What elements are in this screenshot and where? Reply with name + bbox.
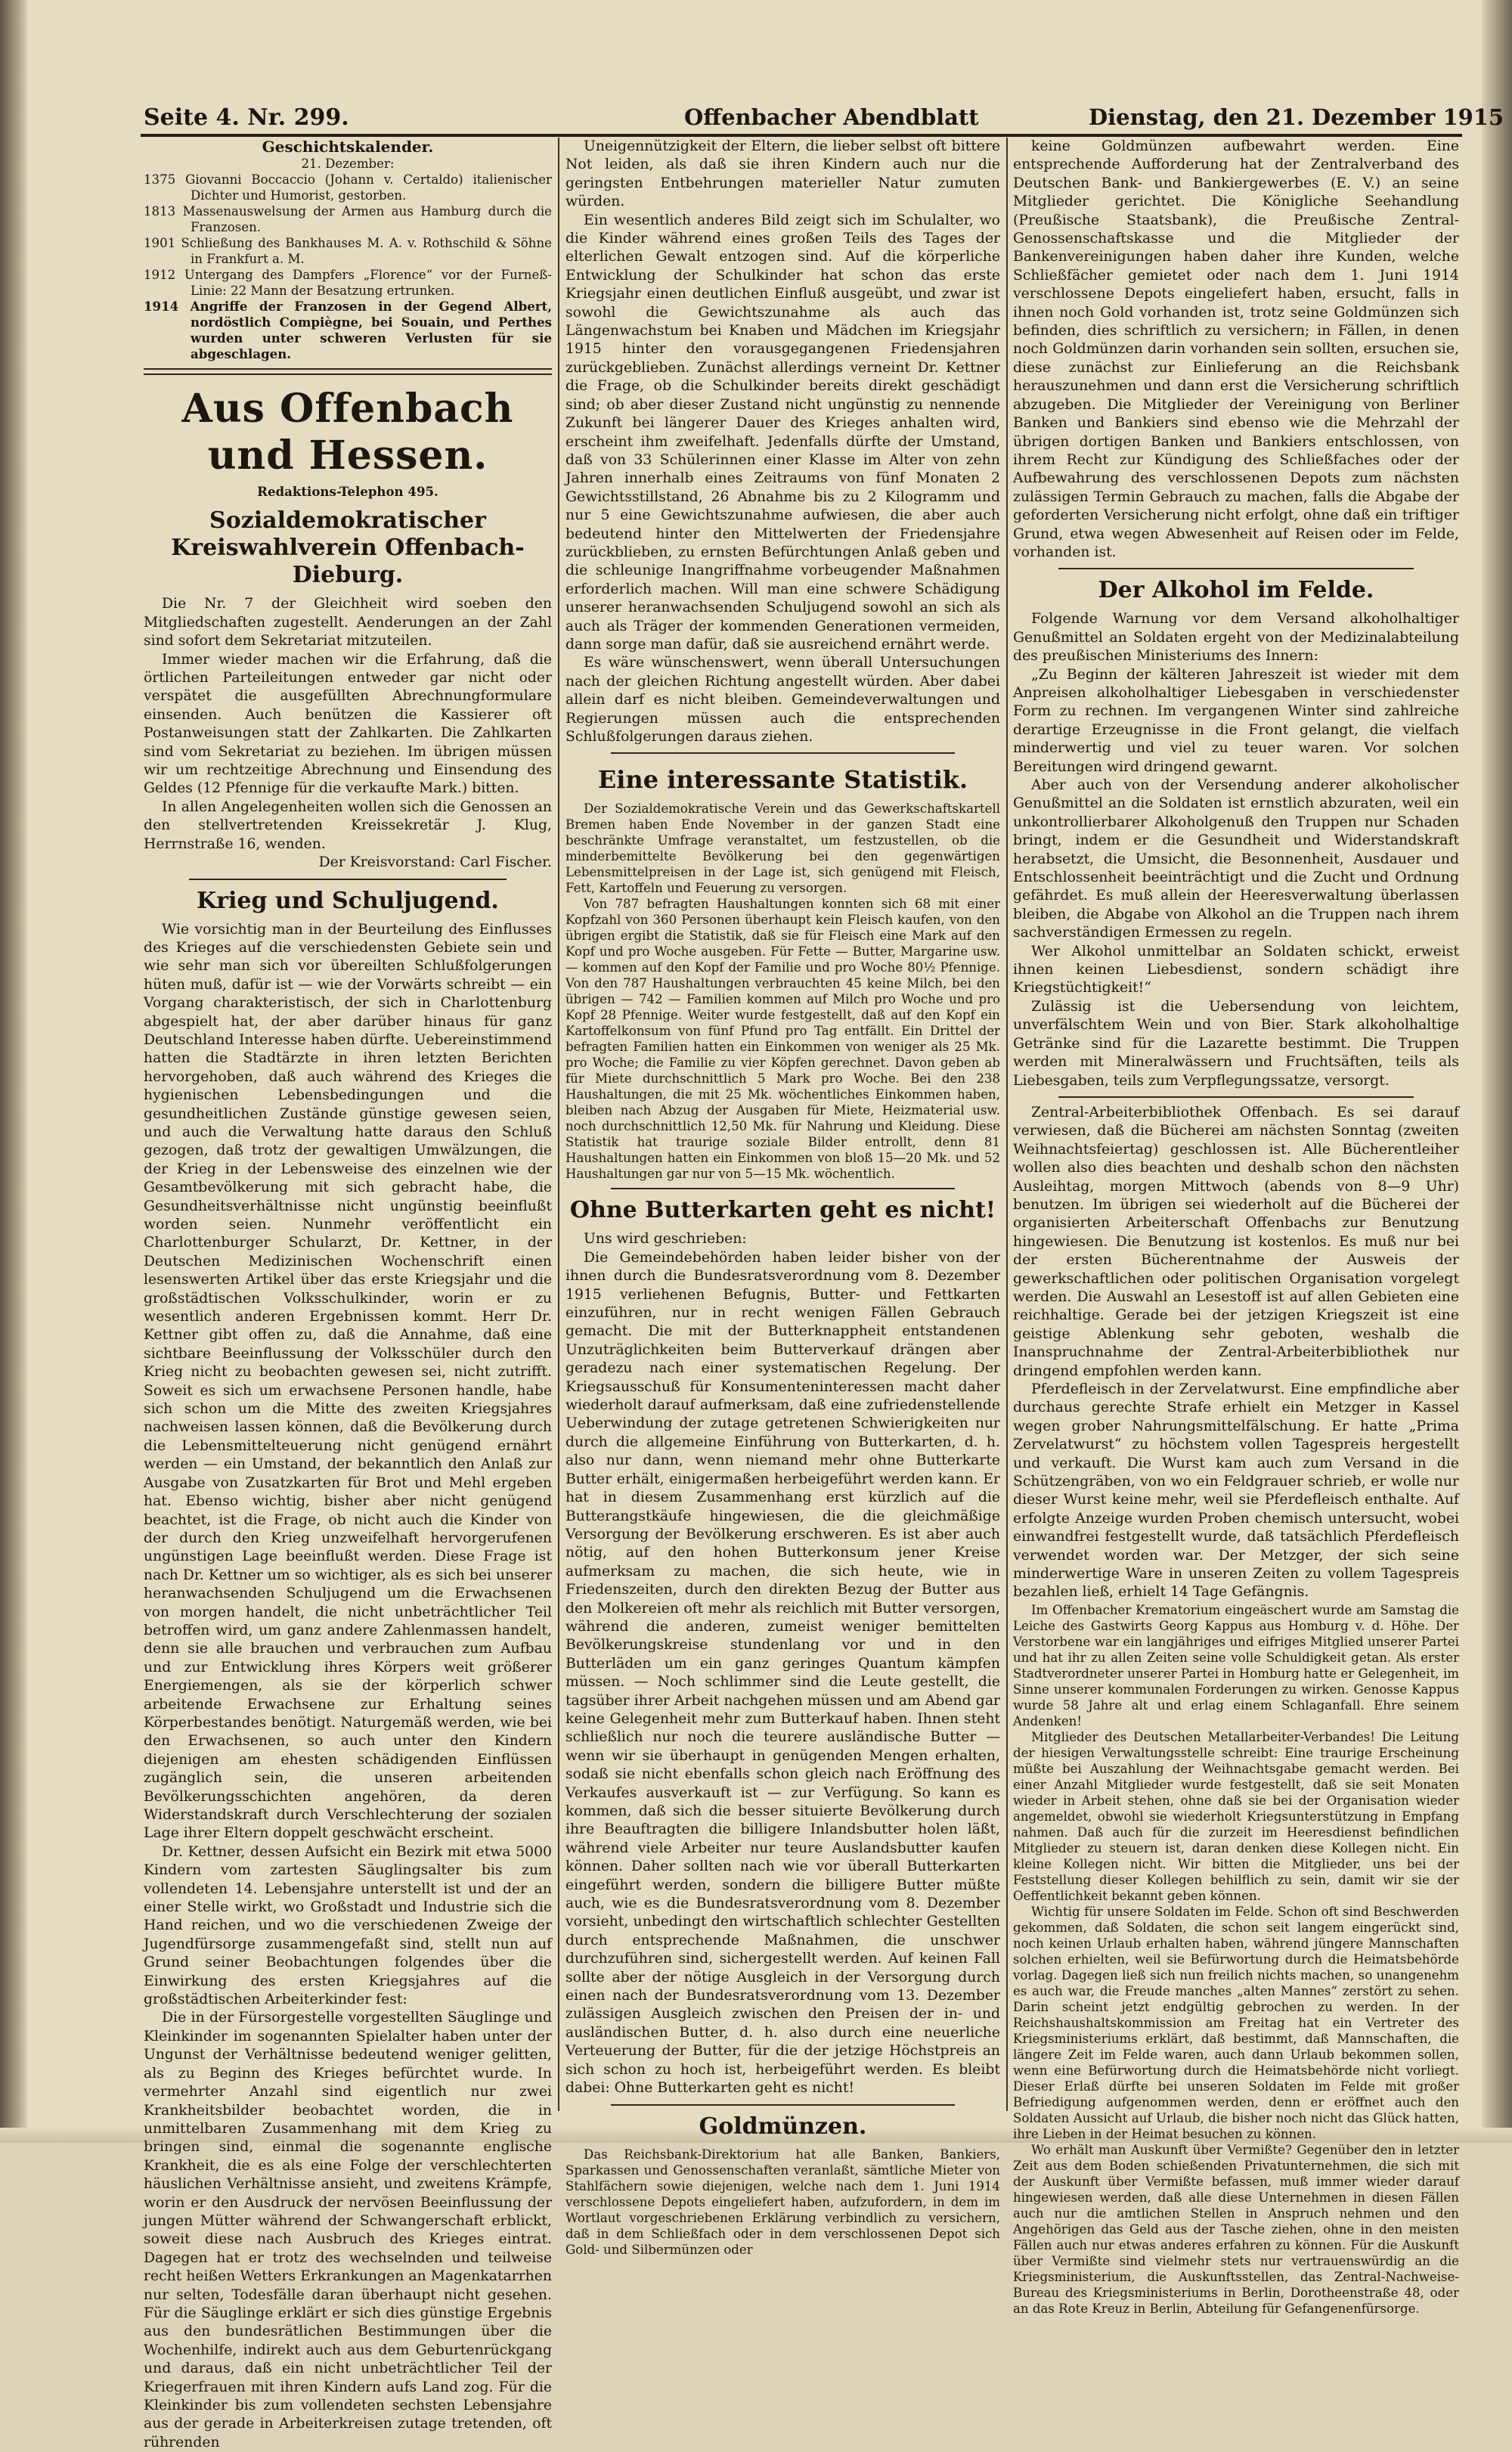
kalender-entry: 1813 Massenauswelsung der Armen aus Hamburg durch die Franzosen. — [144, 204, 552, 235]
masthead: Offenbacher Abendblatt — [684, 104, 979, 130]
article-paragraph: Immer wieder machen wir die Erfahrung, daß die örtlichen Parteileitungen entweder gar nicht oder verspätet die ausgefüllten Abrechnungformulare einsenden. Auch benützen die Kassierer oft Postanweisungen statt der Zahlkarten. Die Zahlkarten sind vom Sekretariat zu beziehen. Im übrigen müssen wir um rechtzeitige Abrechnung und Einsendung des Geldes (12 Pfennige für die verkaufte Mark.) bitten. — [144, 651, 552, 797]
article-paragraph: Aber auch von der Versendung anderer alkoholischer Genußmittel an die Soldaten ist ernstlich abzuraten, weil ein unkontrollierbarer Alkoholgenuß den Truppen nur Schaden bringt, indem er die Gesundheit und Widerstandskraft herabsetzt, die Umsicht, die Besonnenheit, Ausdauer und Entschlossenheit beeinträchtigt und die Zucht und Ordnung gefährdet. Es muß allein der Heeresverwaltung überlassen bleiben, die Abgabe von Alkohol an die Truppen nach ihrem sachverständigen Ermessen zu regeln. — [1013, 777, 1459, 941]
article-separator — [1058, 568, 1414, 569]
article-paragraph: Ein wesentlich anderes Bild zeigt sich im Schulalter, wo die Kinder während eines großen Teils des Tages der elterlichen Gewalt entzogen sind. Auf die körperliche Entwicklung der Schulkinder hat schon das erste Kriegsjahr einen deutlichen Einfluß ausgeübt, und zwar ist sowohl die Gewichtszunahme als auch das Längenwachstum bei Knaben und Mädchen im Kriegsjahr 1915 hinter den vorausgegangenen Friedensjahren zurückgeblieben. Zunächst allerdings verneint Dr. Kettner die Frage, ob die Schulkinder bereits direkt geschädigt sind; ob aber dieser Zustand nicht ungünstig zu nennende Zukunft bei längerer Dauer des Krieges anhalten wird, erscheint ihm zweifelhaft. Jedenfalls dürfte der Umstand, daß von 33 Schülerinnen einer Klasse im Alter von zehn Jahren innerhalb eines Zeitraums von fünf Monaten 2 Gewichtsstillstand, 26 Abnahme bis zu 2 Kilogramm und nur 5 eine Gewichtszunahme aufwiesen, die aber auch bedeutend hinter den Mittelwerten der Friedensjahre zurückblieben, zu ernsten Befürchtungen Anlaß geben und die schleunige Inangriffnahme vorbeugender Maßnahmen erforderlich machen. Will man eine schwere Schädigung unserer heranwachsenden Schuljugend sowohl an sich als auch als Träger der kommenden Generationen vermeiden, dann sorge man dafür, daß sie ausreichend ernährt werde. — [565, 212, 1000, 653]
binding-gutter — [0, 0, 27, 2143]
article-separator — [611, 2104, 955, 2106]
article-separator — [1058, 1096, 1414, 1098]
issue-date: Dienstag, den 21. Dezember 1915 — [1089, 104, 1504, 130]
section-separator — [144, 368, 552, 375]
page-number: Seite 4. Nr. 299. — [144, 104, 349, 131]
article-title-statistik: Eine interessante Statistik. — [597, 765, 968, 795]
local-news-item: Mitglieder des Deutschen Metallarbeiter-Verbandes! Die Leitung der hiesigen Verwaltungsstelle schreibt: Eine traurige Erscheinung müßte bei Auszahlung der Weihnachtsgabe gemacht werden. Bei einer Anzahl Mitglieder wurde festgestellt, daß sie seit Monaten wieder in Arbeit stehen, ohne daß sie bei der Organisation wieder angemeldet, obwohl sie wiederholt Kriegsunterstützung in Empfang nahmen. Daß auch für die zurzeit im Heeresdienst befindlichen Mitglieder zu steuern ist, daran denken diese Kollegen nicht. Ein kleine Kollegen nicht. Wir bitten die Mitglieder, uns bei der Feststellung dieser Kollegen behilflich zu sein, damit wir sie der Oeffentlichkeit bekannt geben können. — [1013, 1729, 1459, 1903]
kalender-entry: 1375 Giovanni Boccaccio (Johann v. Certaldo) italienischer Dichter und Humorist, gestorben. — [144, 172, 552, 203]
article-separator — [611, 752, 955, 754]
article-paragraph: „Zu Beginn der kälteren Jahreszeit ist wieder mit dem Anpreisen alkoholhaltiger Liebesgaben in verschiedenster Form zu rechnen. Im vergangenen Winter sind zahlreiche derartige Erzeugnisse in die Front gelangt, die vielfach minderwertig und viel zu teuer waren. Vor solchen Bereitungen wird dringend gewarnt. — [1013, 666, 1459, 775]
local-news-item: Wichtig für unsere Soldaten im Felde. Schon oft sind Beschwerden gekommen, daß Soldaten, die schon seit langem eingerückt sind, noch keinen Urlaub erhalten haben, während jüngere Mannschaften solchen erhielten, weil sie Befürwortung durch die Heimatsbehörde vorlag. Dagegen ließ sich nun freilich nichts machen, so unangenehm es auch war, die Freude manches „alten Mannes“ zerstört zu sehen. Darin scheint jetzt endgültig gebrochen zu werden. In der Reichshaushaltskommission am Freitag hat ein Vertreter des Kriegsministeriums erklärt, daß bestimmt, daß Mannschaften, die längere Zeit im Felde waren, auch dann Urlaub bekommen sollen, wenn eine Befürwortung durch die Heimatsbehörde nicht vorliegt. Dieser Erlaß dürfte bei unseren Soldaten im Felde mit großer Befriedigung aufgenommen werden, denn er eröffnet auch den Soldaten Aussicht auf Urlaub, die bisher noch nicht das Glück hatten, ihre Lieben in der Heimat besuchen zu können. — [1013, 1904, 1459, 2141]
column-rule-1 — [558, 138, 559, 2111]
article-separator — [611, 1188, 955, 1189]
header-rule — [141, 134, 1462, 137]
kalender-title: Geschichtskalender. — [262, 138, 434, 156]
column-rule-2 — [1006, 138, 1008, 2111]
kalender-date: 21. Dezember: — [301, 157, 395, 172]
article-paragraph: Die Nr. 7 der Gleichheit wird soeben den Mitgliedschaften zugestellt. Aenderungen an der Zahl sind sofort dem Sekretariat mitzuteilen. — [144, 596, 552, 649]
article-title-wahlverein: Sozialdemokratischer Kreiswahlverein Offenbach-Dieburg. — [171, 507, 525, 589]
article-paragraph: Uneigennützigkeit der Eltern, die lieber selbst oft bittere Not leiden, als daß sie ihren Kindern auch nur die geringsten Entbehrungen materieller Natur zumuten würden. — [565, 138, 1000, 210]
article-separator — [189, 879, 507, 880]
local-news-item: Pferdefleisch in der Zervelatwurst. Eine empfindliche aber durchaus gerechte Strafe erhielt ein Metzger in Kassel wegen grober Nahrungsmittelfälschung. Er hatte „Prima Zervelatwurst“ zu höchstem vollen Tagespreis hergestellt und verkauft. Die Wurst kam auch zum Versand in die Schützengräben, von wo ein Feldgrauer schrieb, er wolle nur dieser Wurst keine mehr, weil sie Pferdefleisch enthalte. Auf erfolgte Anzeige wurden Proben chemisch untersucht, wobei einwandfrei festgestellt wurde, daß tatsächlich Pferdefleisch verwendet worden war. Der Metzger, der sich seine minderwertige Ware in unseren Zeiten zu vollem Tagespreis bezahlen ließ, erhielt 14 Tage Gefängnis. — [1013, 1381, 1459, 1601]
column-2 — [565, 138, 1000, 2257]
section-title: Aus Offenbach und Hessen. — [181, 386, 514, 479]
article-paragraph: In allen Angelegenheiten wollen sich die Genossen an den stellvertretenden Kreissekretär J. Klug, Herrnstraße 16, wenden. — [144, 798, 552, 852]
article-title-gold: Goldmünzen. — [699, 2113, 867, 2140]
article-title-alkohol: Der Alkohol im Felde. — [1098, 577, 1374, 604]
article-paragraph: Von 787 befragten Haushaltungen konnten sich 68 mit einer Kopfzahl von 360 Personen überhaupt kein Fleisch kaufen, von den übrigen ergibt die Statistik, daß sie für Fleisch eine Mark auf den Kopf und pro Woche ausgeben. Für Fette — Butter, Margarine usw. — kommen auf den Kopf der Familie und pro Woche 80½ Pfennige. Von den 787 Haushaltungen verbrauchten 45 keine Milch, bei den übrigen — 742 — Familien kommen auf Milch pro Woche und pro Kopf 28 Pfennige. Weiter wurde festgestellt, daß auf den Kopf ein Kartoffelkonsum von fünf Pfund pro Tag entfällt. Ein Drittel der befragten Familien hatten ein Einkommen von weniger als 25 Mk. pro Woche; die Familie zu vier Köpfen gerechnet. Davon geben ab für Miete durchschnittlich 5 Mark pro Woche. Bei den 238 Haushaltungen, die mit 25 Mk. wöchentliches Einkommen haben, bleiben nach Abzug der Ausgaben für Miete, Heizmaterial usw. noch durchschnittlich 12,50 Mk. für Nahrung und Kleidung. Diese Statistik hat traurige soziale Bilder entrollt, denn 81 Haushaltungen hatten ein Einkommen von bloß 15—20 Mk. und 52 Haushaltungen gar nur von 5—15 Mk. wöchentlich. — [565, 897, 1000, 1182]
article-intro: Uns wird geschrieben: — [584, 1231, 747, 1248]
article-paragraph: Dr. Kettner, dessen Aufsicht ein Bezirk mit etwa 5000 Kindern vom zartesten Säuglingsalter bis zum vollendeten 14. Lebensjahre unterstellt ist und der an einer Stelle wirkt, wo Großstadt und Industrie sich die Hand reichen, und wo die verschiedenen Zweige der Jugendfürsorge zusammengefaßt sind, stellt nun auf Grund seiner Beobachtungen folgendes über die Einwirkung des ersten Kriegsjahres auf die großstädtischen Arbeiterkinder fest: — [144, 1843, 552, 2008]
local-news-item: Im Offenbacher Krematorium eingeäschert wurde am Samstag die Leiche des Gastwirts Georg Kappus aus Homburg v. d. Höhe. Der Verstorbene war ein langjähriges und eifriges Mitglied unserer Partei und hat ihr zu allen Zeiten seine volle Schuldigkeit getan. Als erster Stadtverordneter unserer Partei in Homburg hatte er Gelegenheit, im Sinne unserer kommunalen Forderungen zu wirken. Genosse Kappus wurde 58 Jahre alt und erlag einem Schlaganfall. Ehre seinem Andenken! — [1013, 1602, 1459, 1728]
redaktion-telephone: Redaktions-Telephon 495. — [257, 484, 438, 500]
column-3 — [1013, 138, 1459, 2316]
article-signature: Der Kreisvorstand: Carl Fischer. — [318, 854, 552, 871]
local-news-item: Zentral-Arbeiterbibliothek Offenbach. Es sei darauf verwiesen, daß die Bücherei am nächsten Sonntag (zweiten Weihnachtsfeiertag) geschlossen ist. Alle Bücherentleiher wollen also dies beachten und deshalb schon den nächsten Ausleihtag, morgen Mittwoch (abends von 8—9 Uhr) benutzen. Im übrigen sei wiederholt auf die Bücherei der organisierten Arbeiterschaft Offenbachs zur Benutzung hingewiesen. Die Benutzung ist kostenlos. Es muß nur bei der ersten Bücherentnahme der Ausweis der gewerkschaftlichen oder politischen Organisation vorgelegt werden. Die Auswahl an Lesestoff ist auf allen Gebieten eine reichhaltige. Gerade bei der jetzigen Kriegszeit ist eine geistige Ablenkung sehr geboten, weshalb die Inanspruchnahme der Zentral-Arbeiterbibliothek nur dringend empfohlen werden kann. — [1013, 1104, 1459, 1379]
article-paragraph: Es wäre wünschenswert, wenn überall Untersuchungen nach der gleichen Richtung angestellt würden. Aber dabei allein darf es nicht bleiben. Gemeindeverwaltungen und Regierungen müssen auch die entsprechenden Schlußfolgerungen daraus ziehen. — [565, 655, 1000, 745]
page-edge — [1482, 0, 1512, 2143]
article-title-krieg: Krieg und Schuljugend. — [197, 887, 499, 914]
article-paragraph: Der Sozialdemokratische Verein und das Gewerkschaftskartell Bremen haben Ende November in der ganzen Stadt eine beschränkte Umfrage veranstaltet, um festzustellen, ob die minderbemittelte Bevölkerung bei den gegenwärtigen Lebensmittelpreisen in der Lage ist, sich genügend mit Fleisch, Fett, Kartoffeln und Feuerung zu versorgen. — [565, 801, 1000, 896]
article-paragraph: Zulässig ist die Uebersendung von leichtem, unverfälschtem Wein und von Bier. Stark alkoholhaltige Getränke sind für die Lazarette bestimmt. Die Truppen werden mit Mineralwässern und Fruchtsäften, teils als Liebesgaben, teils zum Verpflegungssatze, versorgt. — [1013, 998, 1459, 1089]
kalender-entry: 1912 Untergang des Dampfers „Florence“ vor der Furneß-Linie: 22 Mann der Besatzung ertrunken. — [144, 268, 552, 299]
article-paragraph: Die Gemeindebehörden haben leider bisher von der ihnen durch die Bundesratsverordnung vom 8. Dezember 1915 verliehenen Befugnis, Butter- und Fettkarten einzuführen, nur in recht wenigen Fällen Gebrauch gemacht. Die mit der Butterknappheit entstandenen Unzuträglichkeiten beim Butterverkauf drängen aber geradezu nach einer systematischen Regelung. Der Kriegsausschuß für Konsumenteninteressen macht daher wiederholt darauf aufmerksam, daß eine zufriedenstellende Ueberwindung der zutage getretenen Schwierigkeiten nur durch die allgemeine Einführung von Butterkarten, d. h. also nur dann, wenn niemand mehr ohne Butterkarte Butter erhält, einigermaßen herbeigeführt werden kann. Er hat in diesem Zusammenhang erst kürzlich auf die Butterangstkäufe hingewiesen, die die gleichmäßige Versorgung der Bevölkerung erschweren. Es ist aber auch nötig, auf den hohen Butterkonsum jener Kreise aufmerksam zu machen, die sich heute, wie in Friedenszeiten, durch den direkten Bezug der Butter aus den Molkereien oft mehr als reichlich mit Butter versorgen, während die anderen, zumeist weniger bemittelten Bevölkerungskreise stundenlang vor und in den Butterläden um ein ganz geringes Quantum kämpfen müssen. — Noch schlimmer sind die Leute gestellt, die tagsüber ihrer Arbeit nachgehen müssen und am Abend gar keine Gelegenheit mehr zum Butterkauf haben. Ihnen steht schließlich nur noch die teurere ausländische Butter — wenn wir sie überhaupt in genügenden Mengen erhalten, sodaß sie nicht ebenfalls schon gleich nach Eröffnung des Verkaufes ausverkauft ist — zur Verfügung. So kann es kommen, daß sich die besser situierte Bevölkerung durch ihre Beauftragten die billigere Inlandsbutter holen läßt, während viele Arbeiter nur teure Auslandsbutter kaufen können. Daher sollten nach wie vor überall Butterkarten eingeführt werden, sondern die billigere Butter müßte auch, wie es die Bundesratsverordnung vom 8. Dezember vorsieht, unbedingt den wirtschaftlich schlechter Gestellten durch entsprechende Maßnahmen, die unschwer durchzuführen sind, sichergestellt werden. Auf keinen Fall sollte aber der nötige Ausgleich in der Versorgung durch einen nach der Bundesratsverordnung vom 13. Dezember zulässigen Ausgleich zwischen den Preisen der in- und ausländischen Butter, d. h. also durch eine neuerliche Verteuerung der Butter, für die der jetzige Höchstpreis an sich schon zu hoch ist, herbeigeführt werden. Es bleibt dabei: Ohne Butterkarten geht es nicht! — [565, 1249, 1000, 2097]
article-paragraph: Folgende Warnung vor dem Versand alkoholhaltiger Genußmittel an Soldaten ergeht von der Medizinalabteilung des preußischen Ministeriums des Innern: — [1013, 611, 1459, 665]
local-news-item: Wo erhält man Auskunft über Vermißte? Gegenüber den in letzter Zeit aus dem Boden schießenden Privatunternehmen, die sich mit der Auskunft über Vermißte befassen, muß immer wieder darauf hingewiesen werden, daß alle diese Unternehmen in diesen Fällen auch nur die amtlichen Stellen in Anspruch nehmen und den Angehörigen das Geld aus der Tasche ziehen, ohne in den meisten Fällen auch nur etwas anderes erfahren zu können. Für die Auskunft über Vermißte sind vielmehr stets nur vertrauenswürdig an die Kriegsministerium, die Auskunftsstellen, das Zentral-Nachweise-Bureau des Kriegsministeriums in Berlin, Dorotheenstraße 48, oder an das Rote Kreuz in Berlin, Abteilung für Gefangenenfürsorge. — [1013, 2142, 1459, 2316]
article-paragraph: Die in der Fürsorgestelle vorgestellten Säuglinge und Kleinkinder im sogenannten Spielalter haben unter der Ungunst der Verhältnisse bedeutend weniger gelitten, als zu Beginn des Krieges befürchtet wurde. In vermehrter Anzahl sind eigentlich nur zwei Krankheitsbilder beobachtet worden, die in unmittelbaren Zusammenhang mit dem Krieg zu bringen sind, einmal die sogenannte englische Krankheit, die es als eine Folge der verschlechterten häuslichen Verhältnisse ansieht, und zweitens Krämpfe, worin er den Ausdruck der nervösen Beeinflussung der jungen Mütter während der Schwangerschaft erblickt, soweit diese nach Ausbruch des Krieges eintrat. Dagegen hat er trotz des wechselnden und teilweise recht heißen Wetters Erkrankungen an Magenkatarrhen nur selten, Todesfälle daran überhaupt nicht gesehen. Für die Säuglinge erklärt er sich dies günstige Ergebnis aus den bundesrätlichen Bestimmungen über die Wochenhilfe, indirekt auch aus dem Geburtenrückgang und daraus, daß ein nicht unbeträchtlicher Teil der Kriegerfrauen mit ihren Kindern aufs Land zog. Für die Kleinkinder bis zum vollendeten sechsten Lebensjahre aus der gerade in Arbeiterkreisen zutage tretenden, oft rührenden — [144, 2010, 552, 2450]
kalender-entry: 1901 Schließung des Bankhauses M. A. v. Rothschild & Söhne in Frankfurt a. M. — [144, 236, 552, 267]
kalender-entry: 1914 Angriffe der Franzosen in der Gegend Albert, nordöstlich Compiègne, bei Souain, und Perthes wurden unter schweren Verlusten für sie abgeschlagen. — [144, 299, 552, 362]
article-paragraph: Das Reichsbank-Direktorium hat alle Banken, Bankiers, Sparkassen und Genossenschaften veranlaßt, sämtliche Mieter von Stahlfächern sowie diejenigen, welche nach dem 1. Juni 1914 verschlossene Depots eingeliefert haben, aufzufordern, in dem im Wortlaut vorgeschriebenen Erklärung verbindlich zu versichern, daß in dem Schließfach oder in dem verschlossenen Depot sich Gold- und Silbermünzen oder — [565, 2147, 1000, 2257]
column-1 — [144, 138, 552, 2450]
article-title-butter: Ohne Butterkarten geht es nicht! — [569, 1197, 996, 1224]
article-paragraph: Wie vorsichtig man in der Beurteilung des Einflusses des Krieges auf die verschiedensten Gebiete sein und wie sehr man sich vor übereilten Schlußfolgerungen hüten muß, dafür ist — wie der Vorwärts schreibt — ein Vorgang charakteristisch, der sich in Charlottenburg abgespielt hat, der aber darüber hinaus für ganz Deutschland Interesse haben dürfte. Uebereinstimmend hatten die Stadtärzte in ihren letzten Berichten hervorgehoben, daß auch während des Krieges die hygienischen Lebensbedingungen und die gesundheitlichen Zustände günstige gewesen seien, und auch die Verwaltung hatte daraus den Schluß gezogen, daß trotz der gewaltigen Umwälzungen, die der Krieg in der Lebensweise des einzelnen wie der Gesamtbevölkerung mit sich gebracht habe, die Gesundheitsverhältnisse nicht ungünstig beeinflußt worden seien. Nunmehr veröffentlicht ein Charlottenburger Schularzt, Dr. Kettner, in der Deutschen Medizinischen Wochenschrift einen lesenswerten Artikel über das erste Kriegsjahr und die großstädtischen Volksschulkinder, worin er zu wesentlich anderen Ergebnissen kommt. Herr Dr. Kettner gibt offen zu, daß die Annahme, daß eine sichtbare Beeinflussung der Volksschüler durch den Krieg nicht zu beobachten gewesen sei, nicht zutrifft. Soweit es sich um erwachsene Personen handle, habe sich schon um die Mitte des zweiten Kriegsjahres nachweisen lassen können, daß die Bevölkerung durch die Lebensmittelteuerung nicht genügend ernährt werden — ein Umstand, der bekanntlich den Anlaß zur Ausgabe von Zusatzkarten für Brot und Mehl ergeben hat. Ebenso wichtig, bisher aber nicht genügend beachtet, ist die Frage, ob nicht auch die Kinder von der durch den Krieg unzweifelhaft hervorgerufenen ungünstigen Lage beeinflußt werden. Diese Frage ist nach Dr. Kettner um so wichtiger, als es sich bei unserer heranwachsenden Schuljugend um die Erwachsenen von morgen handelt, die nicht unbeträchtlicher Teil betroffen wird, um ganz andere Zahlenmassen handelt, denn sie alle brauchen und verbrauchen zum Aufbau und zur Entwicklung ihres Körpers weit größerer Energiemengen, als sie der körperlich schwer arbeitende Erwachsene zur Erhaltung seines Körperbestandes benötigt. Naturgemäß werden, wie bei den Erwachsenen, so auch unter den Kindern diejenigen am ehesten schädigenden Einflüssen zugänglich sein, die unseren arbeitenden Bevölkerungsschichten angehören, da deren Widerstandskraft durch Verschlechterung der sozialen Lage ihrer Eltern doppelt geschwächt erscheint. — [144, 921, 552, 1842]
article-paragraph: Wer Alkohol unmittelbar an Soldaten schickt, erweist ihnen keinen Liebesdienst, sondern schädigt ihre Kriegstüchtigkeit!“ — [1013, 943, 1459, 997]
article-paragraph: keine Goldmünzen aufbewahrt werden. Eine entsprechende Aufforderung hat der Zentralverband des Deutschen Bank- und Bankiergewerbes (E. V.) an seine Mitglieder gerichtet. Die Königliche Seehandlung (Preußische Staatsbank), die Preußische Zentral-Genossenschaftskasse und die Mitglieder der Bankenvereinigungen haben daher ihre Kunden, welche Schließfächer gemietet oder nach dem 1. Juni 1914 verschlossene Depots eingeliefert haben, ersucht, falls in ihnen noch Gold vorhanden ist, trotz seine Goldmünzen sich befinden, dies schriftlich zu versichern; in Fällen, in denen noch Goldmünzen darin vorhanden sein sollten, ersuchen sie, diese zunächst zur Einlieferung an die Reichsbank herauszunehmen und dann erst die Versicherung schriftlich abzugeben. Die Mitglieder der Vereinigung von Berliner Banken und Bankiers sind ebenso wie die Mehrzahl der übrigen dortigen Banken und Bankiers entschlossen, von ihrem Recht zur Kündigung des Schließfaches oder der Aufbewahrung des verschlossenen Depots zum nächsten zulässigen Termin Gebrauch zu machen, falls die Abgabe der geforderten Versicherung nicht erfolgt, ohne daß ein triftiger Grund, etwa wegen Abwesenheit auf Reisen oder im Felde, vorhanden ist. — [1013, 138, 1459, 560]
